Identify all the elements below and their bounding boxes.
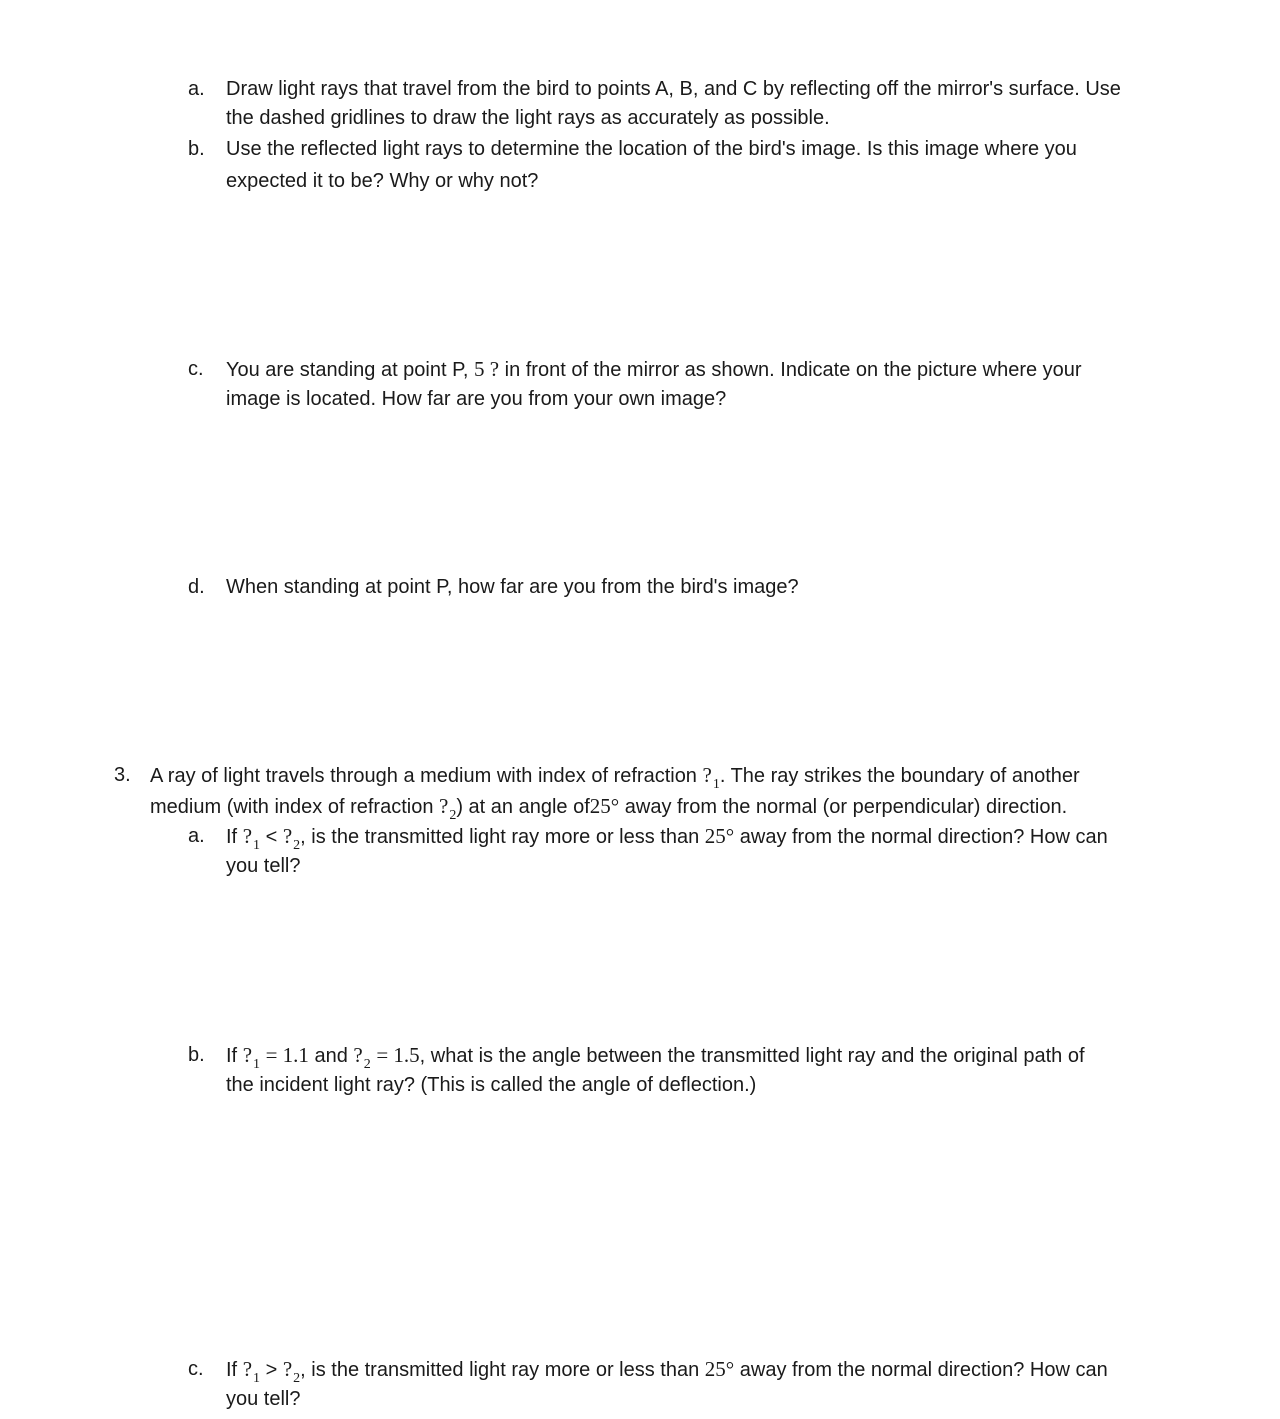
less-than-sign: < (265, 826, 278, 848)
n1-symbol: ? (242, 824, 253, 848)
n2-value: = 1.5 (376, 1043, 420, 1067)
item-marker-3b: b. (188, 1044, 205, 1066)
item-marker-2c: c. (188, 358, 204, 380)
question-number-3: 3. (114, 764, 131, 786)
q3-stem-text-c: medium (with index of refraction (150, 796, 434, 818)
and-word: and (314, 1045, 348, 1067)
item-3a-line2: you tell? (226, 855, 301, 877)
n2-symbol: ? (353, 1043, 363, 1067)
item-marker-3c: c. (188, 1358, 204, 1380)
n2-symbol: ? (282, 824, 293, 848)
q3-stem-line2 (150, 793, 1067, 823)
item-2b-line2: expected it to be? Why or why not? (226, 170, 539, 192)
q3-stem-text-a: A ray of light travels through a medium with index of refraction (150, 765, 697, 787)
angle-value: 25° (704, 824, 735, 848)
n2-symbol: ? (282, 1357, 293, 1381)
item-3c-line2: you tell? (226, 1388, 301, 1410)
item-3c-text-b: away from the normal direction? How can (739, 1359, 1108, 1381)
item-3c-text-a: , is the transmitted light ray more or less than (300, 1359, 700, 1381)
item-3a-line1 (226, 823, 1108, 853)
item-2c-line1 (226, 356, 1082, 383)
item-marker-3a: a. (188, 825, 205, 847)
q3-stem-line1 (150, 762, 1080, 792)
n1-subscript: 1 (253, 838, 261, 853)
item-2c-text-b: in front of the mirror as shown. Indicate on the picture where your (504, 359, 1082, 381)
item-3b-text-a: , what is the angle between the transmitted light ray and the original path of (419, 1045, 1085, 1067)
n1-symbol: ? (242, 1357, 253, 1381)
item-2c-text-a: You are standing at point P, (226, 359, 469, 381)
n1-subscript: 1 (712, 777, 720, 792)
n2-subscript: 2 (293, 1371, 301, 1386)
item-3a-text-a: , is the transmitted light ray more or less than (300, 826, 700, 848)
n2-symbol: ? (439, 794, 449, 818)
q3-stem-text-e: away from the normal (or perpendicular) direction. (624, 796, 1068, 818)
item-2b-line1: Use the reflected light rays to determine the location of the bird's image. Is this image where you (226, 138, 1077, 160)
q3-stem-text-b: . The ray strikes the boundary of another (719, 765, 1080, 787)
item-2d-line1: When standing at point P, how far are you from the bird's image? (226, 576, 799, 598)
angle-value: 25° (704, 1357, 735, 1381)
n1-symbol: ? (702, 763, 712, 787)
greater-than-sign: > (265, 1359, 278, 1381)
angle-value: 25° (589, 794, 620, 818)
item-3a-if: If (226, 826, 238, 848)
n1-subscript: 1 (253, 1371, 261, 1386)
n2-subscript: 2 (363, 1057, 371, 1072)
item-marker-2b: b. (188, 138, 205, 160)
item-marker-2a: a. (188, 78, 205, 100)
item-3b-line2: the incident light ray? (This is called the angle of deflection.) (226, 1074, 757, 1096)
n1-value: = 1.1 (265, 1043, 309, 1067)
item-2a-line2: the dashed gridlines to draw the light rays as accurately as possible. (226, 107, 830, 129)
item-3c-line1 (226, 1356, 1108, 1386)
n2-subscript: 2 (449, 808, 457, 823)
item-2c-line2: image is located. How far are you from your own image? (226, 388, 727, 410)
item-3a-text-b: away from the normal direction? How can (739, 826, 1108, 848)
item-2a-line1: Draw light rays that travel from the bird to points A, B, and C by reflecting off the mirror's surface. Use (226, 78, 1121, 100)
n2-subscript: 2 (293, 838, 301, 853)
q3-stem-text-d: ) at an angle of (456, 796, 590, 818)
item-3c-if: If (226, 1359, 238, 1381)
item-3b-if: If (226, 1045, 238, 1067)
item-3b-line1 (226, 1042, 1085, 1072)
distance-expression: 5 ? (473, 357, 500, 381)
item-marker-2d: d. (188, 576, 205, 598)
n1-symbol: ? (242, 1043, 253, 1067)
n1-subscript: 1 (253, 1057, 261, 1072)
